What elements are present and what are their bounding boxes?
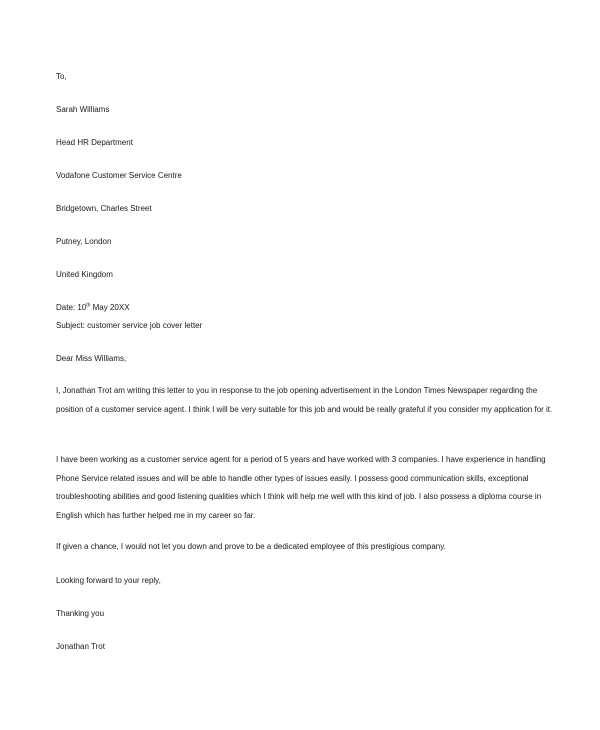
recipient-city: Putney, London [56,237,112,246]
recipient-company: Vodafone Customer Service Centre [56,171,182,180]
letter-subject: Subject: customer service job cover letter [56,321,203,330]
body-paragraph-1: I, Jonathan Trot am writing this letter to you in response to the job opening advertisement in the London Times Newspaper regarding the position of a customer service agent. I think I will be very suitable for this job and would be really grateful if you consider my application for it. [56,386,553,414]
letter-thanks: Thanking you [56,609,105,618]
date-rest: May 20XX [90,303,130,312]
recipient-street: Bridgetown, Charles Street [56,204,152,213]
recipient-country: United Kingdom [56,270,113,279]
recipient-name: Sarah Williams [56,105,110,114]
date-suffix: th [86,302,91,309]
to-label: To, [56,72,67,81]
letter-signature: Jonathan Trot [56,642,105,651]
letter-closing: Looking forward to your reply, [56,576,161,585]
date-prefix: Date: 10 [56,303,87,312]
letter-greeting: Dear Miss Williams, [56,354,127,363]
body-paragraph-2: I have been working as a customer service agent for a period of 5 years and have worked with 3 companies. I have experience in handling Phone Service related issues and will be able to handle other types of issues easily. I possess good communication skills, exceptional troubleshooting abilities and good listening qualities which I think will help me well with this kind of job. I also possess a diploma course in English which has further helped me in my career so far. [56,455,546,520]
body-paragraph-3: If given a chance, I would not let you down and prove to be a dedicated employee of this prestigious company. [56,542,446,551]
recipient-title: Head HR Department [56,138,133,147]
letter-date [56,303,130,313]
